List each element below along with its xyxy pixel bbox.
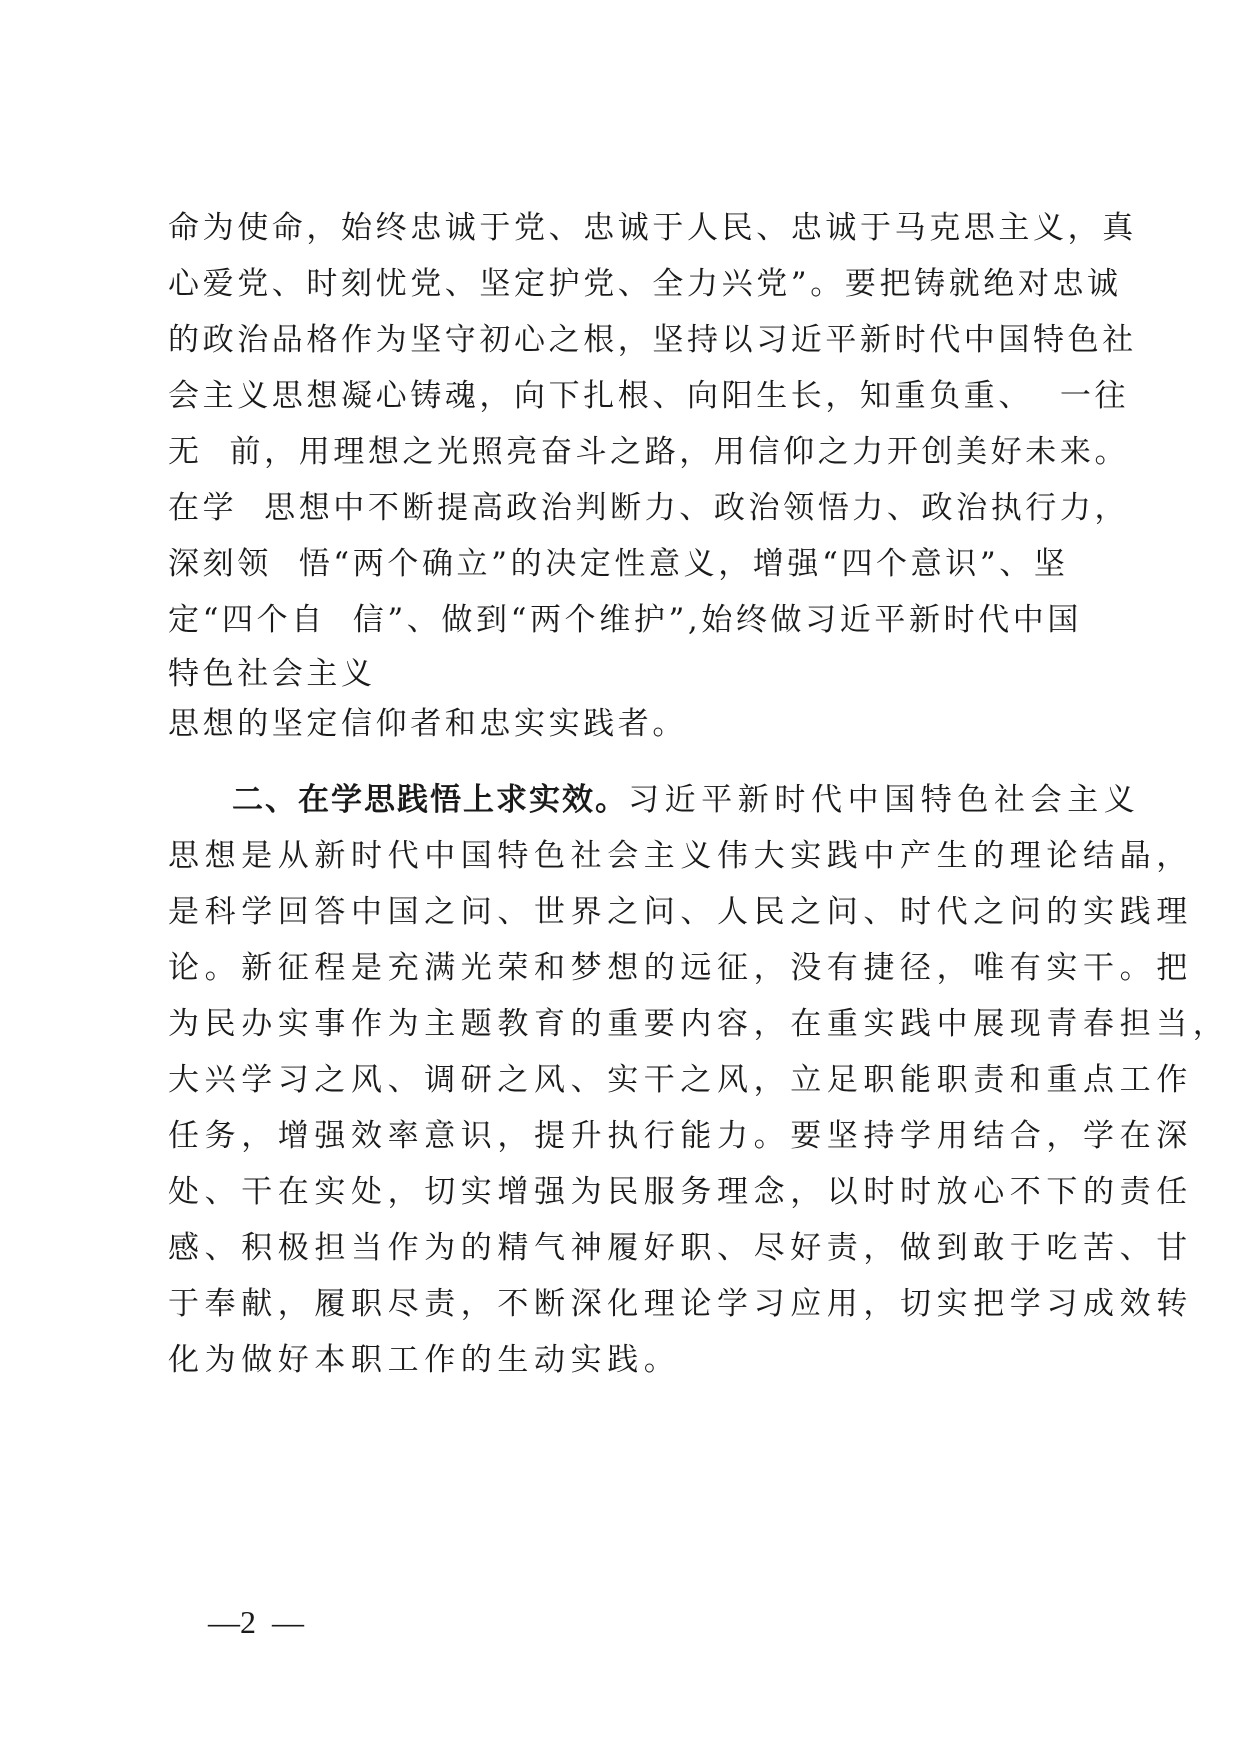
paragraph-2-line: 于奉献，履职尽责，不断深化理论学习应用，切实把学习成效转 (168, 1286, 1193, 1322)
paragraph-1-line: 无 前，用理想之光照亮奋斗之路，用信仰之力开创美好未来。 (168, 434, 1130, 470)
paragraph-2-line: 感、积极担当作为的精气神履好职、尽好责，做到敢于吃苦、甘 (168, 1230, 1193, 1266)
paragraph-1-line: 在学 思想中不断提高政治判断力、政治领悟力、政治执行力， (168, 490, 1130, 526)
paragraph-2-line: 处、干在实处，切实增强为民服务理念，以时时放心不下的责任 (168, 1174, 1193, 1210)
paragraph-2-line: 论。新征程是充满光荣和梦想的远征，没有捷径，唯有实干。把 (168, 950, 1193, 986)
paragraph-2-line: 化为做好本职工作的生动实践。 (168, 1342, 681, 1378)
paragraph-2-line: 任务，增强效率意识，提升执行能力。要坚持学用结合，学在深 (168, 1118, 1193, 1154)
paragraph-1-line: 深刻领 悟“两个确立”的决定性意义，增强“四个意识”、坚 (168, 546, 1069, 582)
paragraph-1-line: 思想的坚定信仰者和忠实实践者。 (168, 706, 687, 742)
paragraph-1-line: 心爱党、时刻忧党、坚定护党、全力兴党”。要把铸就绝对忠诚 (168, 266, 1122, 302)
page-number: —2 — (208, 1604, 304, 1640)
paragraph-1-line: 的政治品格作为坚守初心之根，坚持以习近平新时代中国特色社 (168, 322, 1137, 358)
paragraph-2-line: 为民办实事作为主题教育的重要内容，在重实践中展现青春担当， (168, 1006, 1230, 1042)
paragraph-1-line: 特色社会主义 (168, 656, 376, 692)
paragraph-1-line: 命为使命，始终忠诚于党、忠诚于人民、忠诚于马克思主义，真 (168, 210, 1137, 246)
paragraph-2-first-line (232, 780, 1140, 820)
paragraph-2-line: 大兴学习之风、调研之风、实干之风，立足职能职责和重点工作 (168, 1062, 1193, 1098)
paragraph-2-line: 思想是从新时代中国特色社会主义伟大实践中产生的理论结晶， (168, 838, 1193, 874)
paragraph-2-first-line-text: 习近平新时代中国特色社会主义 (628, 782, 1141, 818)
paragraph-2-line: 是科学回答中国之问、世界之问、人民之问、时代之问的实践理 (168, 894, 1193, 930)
paragraph-1-line: 会主义思想凝心铸魂，向下扎根、向阳生长，知重负重、 一往 (168, 378, 1130, 414)
paragraph-1-line: 定“四个自 信”、做到“两个维护”,始终做习近平新时代中国 (168, 602, 1082, 638)
section-heading: 二、在学思践悟上求实效。 (232, 782, 628, 818)
